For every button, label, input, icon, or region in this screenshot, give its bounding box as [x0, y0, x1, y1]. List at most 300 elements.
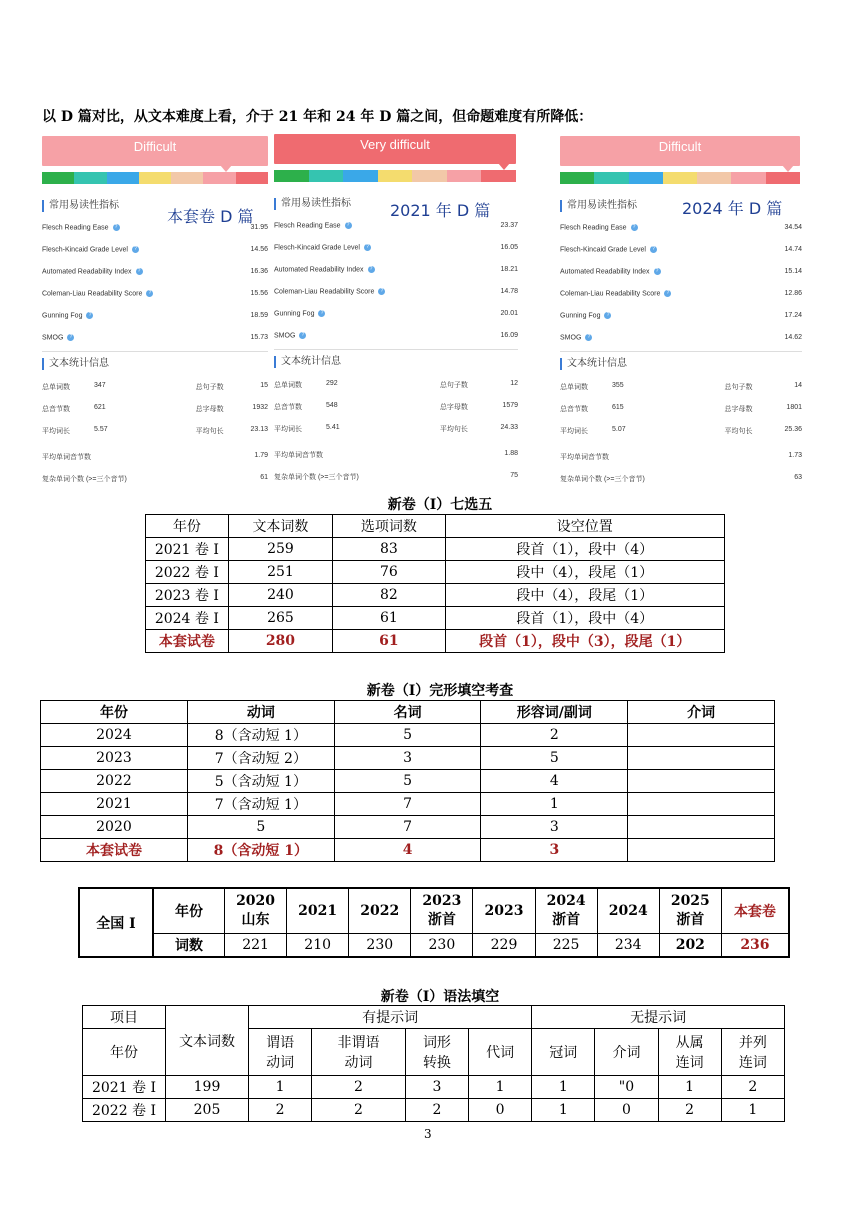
- table-cell: 5（含动短 1）: [187, 770, 334, 793]
- help-icon: ?: [650, 246, 657, 253]
- subheader-line: 谓语: [266, 1035, 295, 1051]
- metric-name: Coleman-Liau Readability Score: [560, 290, 661, 298]
- group-with-hints: 有提示词: [249, 1006, 532, 1029]
- scale-segment: [203, 172, 235, 184]
- count-cell: 202: [659, 934, 721, 958]
- count-cell: 230: [411, 934, 473, 958]
- stat-label: 总单词数: [274, 382, 302, 389]
- table-cell: 4: [481, 770, 628, 793]
- metric-name: Flesch Reading Ease: [274, 222, 341, 230]
- stat-value: 75: [510, 472, 518, 479]
- metric-value: 14.74: [784, 246, 802, 253]
- table-cell: [628, 770, 775, 793]
- metric-row: [560, 224, 638, 236]
- subheader-line: 介词: [612, 1045, 641, 1061]
- table-cell: 61: [333, 630, 445, 653]
- metric-name: Flesch-Kincaid Grade Level: [560, 246, 646, 254]
- year-text-line: 2021: [298, 903, 338, 919]
- help-icon: ?: [664, 290, 671, 297]
- metric-row: [560, 334, 592, 346]
- help-icon: ?: [132, 246, 139, 253]
- metric-value: 34.54: [784, 224, 802, 231]
- subheader-cell: [249, 1029, 312, 1076]
- table-cell: 2023 卷 I: [146, 584, 229, 607]
- metric-row: [274, 266, 375, 278]
- metric-value: 31.95: [250, 224, 268, 231]
- table1-seven-choose-five: [145, 514, 725, 653]
- year-cell: [535, 888, 597, 934]
- metric-row: [274, 310, 325, 322]
- metric-value: 16.09: [500, 332, 518, 339]
- stat-value: 15: [260, 382, 268, 389]
- subheader-cell: [312, 1029, 406, 1076]
- header-cell: 动词: [187, 701, 334, 724]
- stat-value: 1.88: [504, 450, 518, 457]
- metric-row: [274, 222, 352, 234]
- stat-label: 复杂单词个数 (>=三个音节): [42, 476, 127, 483]
- table-cell: [628, 747, 775, 770]
- table-cell: [628, 793, 775, 816]
- subheader-line: 连词: [738, 1055, 767, 1071]
- subheader-cell: [721, 1029, 784, 1076]
- count-cell: 234: [597, 934, 659, 958]
- table4-caption: 新卷（I）语法填空: [380, 989, 500, 1005]
- words-label-cell: 词数: [153, 934, 225, 958]
- help-icon: ?: [86, 312, 93, 319]
- stat-label: 总音节数: [42, 406, 70, 413]
- stat-value: 1932: [252, 404, 268, 411]
- metric-value: 18.21: [500, 266, 518, 273]
- year-text-line: 本套卷: [733, 904, 776, 920]
- metric-name: Automated Readability Index: [274, 266, 364, 274]
- year-cell: 年份: [83, 1029, 166, 1076]
- metric-value: 15.56: [250, 290, 268, 297]
- table-cell: 3: [334, 747, 481, 770]
- table-row: [83, 1099, 785, 1122]
- table-cell: "0: [595, 1076, 658, 1099]
- table-cell: 3: [481, 839, 628, 862]
- table-cell: 61: [333, 607, 445, 630]
- stat-label: 总字母数: [724, 406, 753, 413]
- count-cell: 221: [225, 934, 287, 958]
- stat-label: 复杂单词个数 (>=三个音节): [560, 476, 645, 483]
- metric-row: [42, 290, 153, 302]
- table-cell: 3: [405, 1076, 468, 1099]
- year-text-line: 浙首: [552, 912, 581, 928]
- subheader-line: 词形: [422, 1035, 451, 1051]
- counts-row: [79, 934, 789, 958]
- scale-segment: [412, 170, 447, 182]
- table-cell: 2022 卷 I: [146, 561, 229, 584]
- metric-name: Flesch Reading Ease: [560, 224, 627, 232]
- metric-value: 12.86: [784, 290, 802, 297]
- table-row: [41, 724, 775, 747]
- metric-name: Automated Readability Index: [42, 268, 132, 276]
- metric-name: Coleman-Liau Readability Score: [274, 288, 375, 296]
- scale-segment: [663, 172, 697, 184]
- subheader-cell: [658, 1029, 721, 1076]
- header-cell: 文本词数: [228, 515, 333, 538]
- metric-value: 16.05: [500, 244, 518, 251]
- table-cell: 段首（1），段中（4）: [445, 538, 724, 561]
- subheader-cell: [405, 1029, 468, 1076]
- year-text-line: 2024: [608, 903, 648, 919]
- stat-label: 平均词长: [274, 426, 302, 433]
- metric-row: [42, 268, 143, 280]
- table-cell: 本套试卷: [146, 630, 229, 653]
- scale-segment: [139, 172, 171, 184]
- metric-row: [42, 312, 93, 324]
- metric-row: [42, 246, 139, 258]
- table-cell: 5: [481, 747, 628, 770]
- metric-value: 15.14: [784, 268, 802, 275]
- table-cell: 4: [334, 839, 481, 862]
- metric-value: 14.78: [500, 288, 518, 295]
- stat-label: 总句子数: [724, 384, 753, 391]
- table-cell: 8（含动短 1）: [187, 724, 334, 747]
- subheader-line: 连词: [675, 1055, 704, 1071]
- table-row: [41, 793, 775, 816]
- table-row: [146, 584, 725, 607]
- difficulty-banner: Difficult: [42, 136, 268, 166]
- stat-label: 平均句长: [439, 426, 468, 433]
- table-cell: 199: [166, 1076, 249, 1099]
- scale-segment: [594, 172, 628, 184]
- subheader-line: 从属: [675, 1035, 704, 1051]
- header-cell: 名词: [334, 701, 481, 724]
- year-text-line: 2022: [360, 903, 400, 919]
- help-icon: ?: [378, 288, 385, 295]
- metric-name: Gunning Fog: [560, 312, 601, 320]
- stat-label: 总句子数: [439, 382, 468, 389]
- metric-row: [560, 290, 671, 302]
- metric-value: 15.73: [250, 334, 268, 341]
- table2-cloze: [40, 700, 775, 862]
- help-icon: ?: [368, 266, 375, 273]
- table-cell: 段首（1），段中（3），段尾（1）: [445, 630, 724, 653]
- scale-segment: [236, 172, 268, 184]
- scale-segment: [447, 170, 482, 182]
- stat-value: 355: [612, 382, 624, 389]
- scale-segment: [274, 170, 309, 182]
- scale-segment: [766, 172, 800, 184]
- table-cell: 0: [469, 1099, 532, 1122]
- table-cell: 259: [228, 538, 333, 561]
- help-icon: ?: [299, 332, 306, 339]
- difficulty-scale: [274, 170, 516, 182]
- difficulty-scale: [42, 172, 268, 184]
- year-text-line: 2023: [422, 893, 462, 909]
- stat-value: 5.57: [94, 426, 108, 433]
- stat-label: 平均句长: [195, 428, 224, 435]
- panel-label: 本套卷 D 篇: [167, 207, 254, 226]
- table4-grammar-fill: [82, 1005, 785, 1122]
- readability-panel: [560, 136, 802, 516]
- stat-value: 1801: [786, 404, 802, 411]
- table-cell: 2: [721, 1076, 784, 1099]
- table-cell: 2023: [41, 747, 188, 770]
- count-cell: 210: [287, 934, 349, 958]
- table-cell: 2021 卷 I: [83, 1076, 166, 1099]
- difficulty-scale: [560, 172, 800, 184]
- group-no-hints: 无提示词: [532, 1006, 785, 1029]
- stat-value: 548: [326, 402, 338, 409]
- stat-label: 平均单词音节数: [42, 454, 91, 461]
- text-stats-title: 文本统计信息: [42, 358, 109, 370]
- difficulty-banner: Very difficult: [274, 134, 516, 164]
- subheader-line: 并列: [738, 1035, 767, 1051]
- table3-word-counts: [78, 887, 790, 958]
- metric-value: 20.01: [500, 310, 518, 317]
- table-cell: 本套试卷: [41, 839, 188, 862]
- table-cell: 3: [481, 816, 628, 839]
- stat-label: 总单词数: [42, 384, 70, 391]
- metric-name: Gunning Fog: [42, 312, 83, 320]
- count-cell: 225: [535, 934, 597, 958]
- region-cell: 全国 I: [79, 888, 153, 957]
- table-cell: 1: [532, 1099, 595, 1122]
- table-cell: 2024 卷 I: [146, 607, 229, 630]
- stat-label: 总音节数: [274, 404, 302, 411]
- scale-segment: [697, 172, 731, 184]
- scale-segment: [629, 172, 663, 184]
- subheader-cell: [532, 1029, 595, 1076]
- table-cell: 7（含动短 1）: [187, 793, 334, 816]
- subheader-line: 动词: [266, 1055, 295, 1071]
- text-stats-title: 文本统计信息: [560, 358, 627, 370]
- stat-label: 总音节数: [560, 406, 588, 413]
- stat-label: 平均词长: [42, 428, 70, 435]
- metric-value: 23.37: [500, 222, 518, 229]
- year-cell: [721, 888, 789, 934]
- stat-label: 复杂单词个数 (>=三个音节): [274, 474, 359, 481]
- stat-value: 615: [612, 404, 624, 411]
- table-cell: 段中（4），段尾（1）: [445, 584, 724, 607]
- stat-value: 5.41: [326, 424, 340, 431]
- readability-panel: [274, 134, 518, 514]
- scale-segment: [481, 170, 516, 182]
- table-cell: 1: [532, 1076, 595, 1099]
- table-cell: 265: [228, 607, 333, 630]
- readability-panel: [42, 136, 268, 516]
- text-stats-title: 文本统计信息: [274, 356, 341, 368]
- metric-name: Coleman-Liau Readability Score: [42, 290, 143, 298]
- metric-row: [274, 244, 371, 256]
- stat-label: 平均句长: [724, 428, 753, 435]
- help-icon: ?: [585, 334, 592, 341]
- stat-label: 总字母数: [195, 406, 224, 413]
- stat-value: 24.33: [500, 424, 518, 431]
- metric-name: SMOG: [42, 334, 64, 342]
- stat-value: 25.36: [784, 426, 802, 433]
- subheader-line: 转换: [422, 1055, 451, 1071]
- table-cell: 7: [334, 793, 481, 816]
- table-cell: 2: [405, 1099, 468, 1122]
- help-icon: ?: [654, 268, 661, 275]
- metric-row: [560, 246, 657, 258]
- count-cell: 236: [721, 934, 789, 958]
- scale-segment: [378, 170, 413, 182]
- item-cell: 项目: [83, 1006, 166, 1029]
- table-cell: 5: [334, 770, 481, 793]
- stat-value: 14: [794, 382, 802, 389]
- table-header-row: [41, 701, 775, 724]
- table-cell: 1: [469, 1076, 532, 1099]
- table1-caption: 新卷（I）七选五: [387, 497, 493, 513]
- year-cell: [597, 888, 659, 934]
- table-cell: 2024: [41, 724, 188, 747]
- header-cell: 形容词/副词: [481, 701, 628, 724]
- table-cell: 2: [312, 1099, 406, 1122]
- table-row: [41, 770, 775, 793]
- metric-value: 14.62: [784, 334, 802, 341]
- help-icon: ?: [113, 224, 120, 231]
- readability-metrics-title: 常用易读性指标: [42, 200, 119, 212]
- stat-value: 1.73: [788, 452, 802, 459]
- help-icon: ?: [364, 244, 371, 251]
- metric-name: Gunning Fog: [274, 310, 315, 318]
- stat-label: 总单词数: [560, 384, 588, 391]
- year-cell: [287, 888, 349, 934]
- table-cell: 段中（4），段尾（1）: [445, 561, 724, 584]
- metric-row: [560, 268, 661, 280]
- table-cell: 7（含动短 2）: [187, 747, 334, 770]
- year-text-line: 山东: [241, 912, 270, 928]
- table-cell: 1: [481, 793, 628, 816]
- table-row: [41, 839, 775, 862]
- stat-value: 621: [94, 404, 106, 411]
- table-row: [146, 630, 725, 653]
- table-cell: 7: [334, 816, 481, 839]
- year-cell: [473, 888, 535, 934]
- header-cell: 介词: [628, 701, 775, 724]
- table-cell: 5: [334, 724, 481, 747]
- difficulty-banner: Difficult: [560, 136, 800, 166]
- subheader-line: 代词: [486, 1045, 515, 1061]
- metric-name: Flesch Reading Ease: [42, 224, 109, 232]
- panel-label: 2024 年 D 篇: [682, 199, 783, 218]
- table-header-row: [146, 515, 725, 538]
- year-text-line: 2023: [484, 903, 524, 919]
- subheader-line: 非谓语: [337, 1035, 380, 1051]
- table-cell: [628, 839, 775, 862]
- table-cell: 2021: [41, 793, 188, 816]
- help-icon: ?: [631, 224, 638, 231]
- table-row: [41, 747, 775, 770]
- table-cell: 2: [658, 1099, 721, 1122]
- table-cell: 251: [228, 561, 333, 584]
- year-label-cell: 年份: [153, 888, 225, 934]
- table-cell: [628, 816, 775, 839]
- stat-label: 平均词长: [560, 428, 588, 435]
- table-cell: 2: [249, 1099, 312, 1122]
- stat-value: 5.07: [612, 426, 626, 433]
- table-cell: 82: [333, 584, 445, 607]
- table-cell: 1: [658, 1076, 721, 1099]
- table-cell: 5: [187, 816, 334, 839]
- header-cell: 设空位置: [445, 515, 724, 538]
- text-words-cell: 文本词数: [166, 1006, 249, 1076]
- table-row: [41, 816, 775, 839]
- metric-name: Automated Readability Index: [560, 268, 650, 276]
- table-cell: 2021 卷 I: [146, 538, 229, 561]
- metric-name: Flesch-Kincaid Grade Level: [274, 244, 360, 252]
- table-cell: 205: [166, 1099, 249, 1122]
- table-cell: 段首（1），段中（4）: [445, 607, 724, 630]
- metric-row: [42, 224, 120, 236]
- table2-caption: 新卷（I）完形填空考查: [366, 683, 514, 699]
- stat-label: 平均单词音节数: [274, 452, 323, 459]
- year-cell: [225, 888, 287, 934]
- metric-row: [560, 312, 611, 324]
- count-cell: 229: [473, 934, 535, 958]
- table-row: [83, 1076, 785, 1099]
- table-cell: 2: [481, 724, 628, 747]
- year-cell: [659, 888, 721, 934]
- header-cell: 年份: [41, 701, 188, 724]
- year-text-line: 2020: [236, 893, 276, 909]
- panel-label: 2021 年 D 篇: [390, 201, 491, 220]
- metric-value: 17.24: [784, 312, 802, 319]
- stat-value: 347: [94, 382, 106, 389]
- year-text-line: 2025: [670, 893, 710, 909]
- metric-value: 18.59: [250, 312, 268, 319]
- help-icon: ?: [318, 310, 325, 317]
- year-cell: [411, 888, 473, 934]
- table-cell: 1: [721, 1099, 784, 1122]
- table-cell: 0: [595, 1099, 658, 1122]
- table-cell: 280: [228, 630, 333, 653]
- table-cell: 2020: [41, 816, 188, 839]
- section-heading: 以 D 篇对比，从文本难度上看，介于 21 年和 24 年 D 篇之间，但命题难度有所降低：: [42, 109, 593, 125]
- difficulty-pointer: [220, 165, 232, 172]
- table-row: [146, 607, 725, 630]
- metric-value: 16.36: [250, 268, 268, 275]
- scale-segment: [74, 172, 106, 184]
- readability-metrics-title: 常用易读性指标: [274, 198, 351, 210]
- year-text-line: 浙首: [676, 912, 705, 928]
- table-cell: 240: [228, 584, 333, 607]
- year-text-line: 浙首: [427, 912, 456, 928]
- scale-segment: [560, 172, 594, 184]
- stat-value: 1579: [502, 402, 518, 409]
- stat-value: 292: [326, 380, 338, 387]
- subheader-line: 动词: [344, 1055, 373, 1071]
- years-row: [79, 888, 789, 934]
- table-row: [146, 561, 725, 584]
- header-cell: 年份: [146, 515, 229, 538]
- table-row: [146, 538, 725, 561]
- year-cell: [349, 888, 411, 934]
- table-cell: 1: [249, 1076, 312, 1099]
- help-icon: ?: [345, 222, 352, 229]
- table-cell: 2022 卷 I: [83, 1099, 166, 1122]
- scale-segment: [731, 172, 765, 184]
- table-cell: 76: [333, 561, 445, 584]
- scale-segment: [107, 172, 139, 184]
- subheader-cell: [595, 1029, 658, 1076]
- table-cell: 2022: [41, 770, 188, 793]
- subheader-line: 冠词: [549, 1045, 578, 1061]
- metric-value: 14.56: [250, 246, 268, 253]
- help-icon: ?: [67, 334, 74, 341]
- scale-segment: [309, 170, 344, 182]
- stat-label: 平均单词音节数: [560, 454, 609, 461]
- stat-label: 总字母数: [439, 404, 468, 411]
- help-icon: ?: [604, 312, 611, 319]
- difficulty-pointer: [782, 165, 794, 172]
- metric-row: [274, 332, 306, 344]
